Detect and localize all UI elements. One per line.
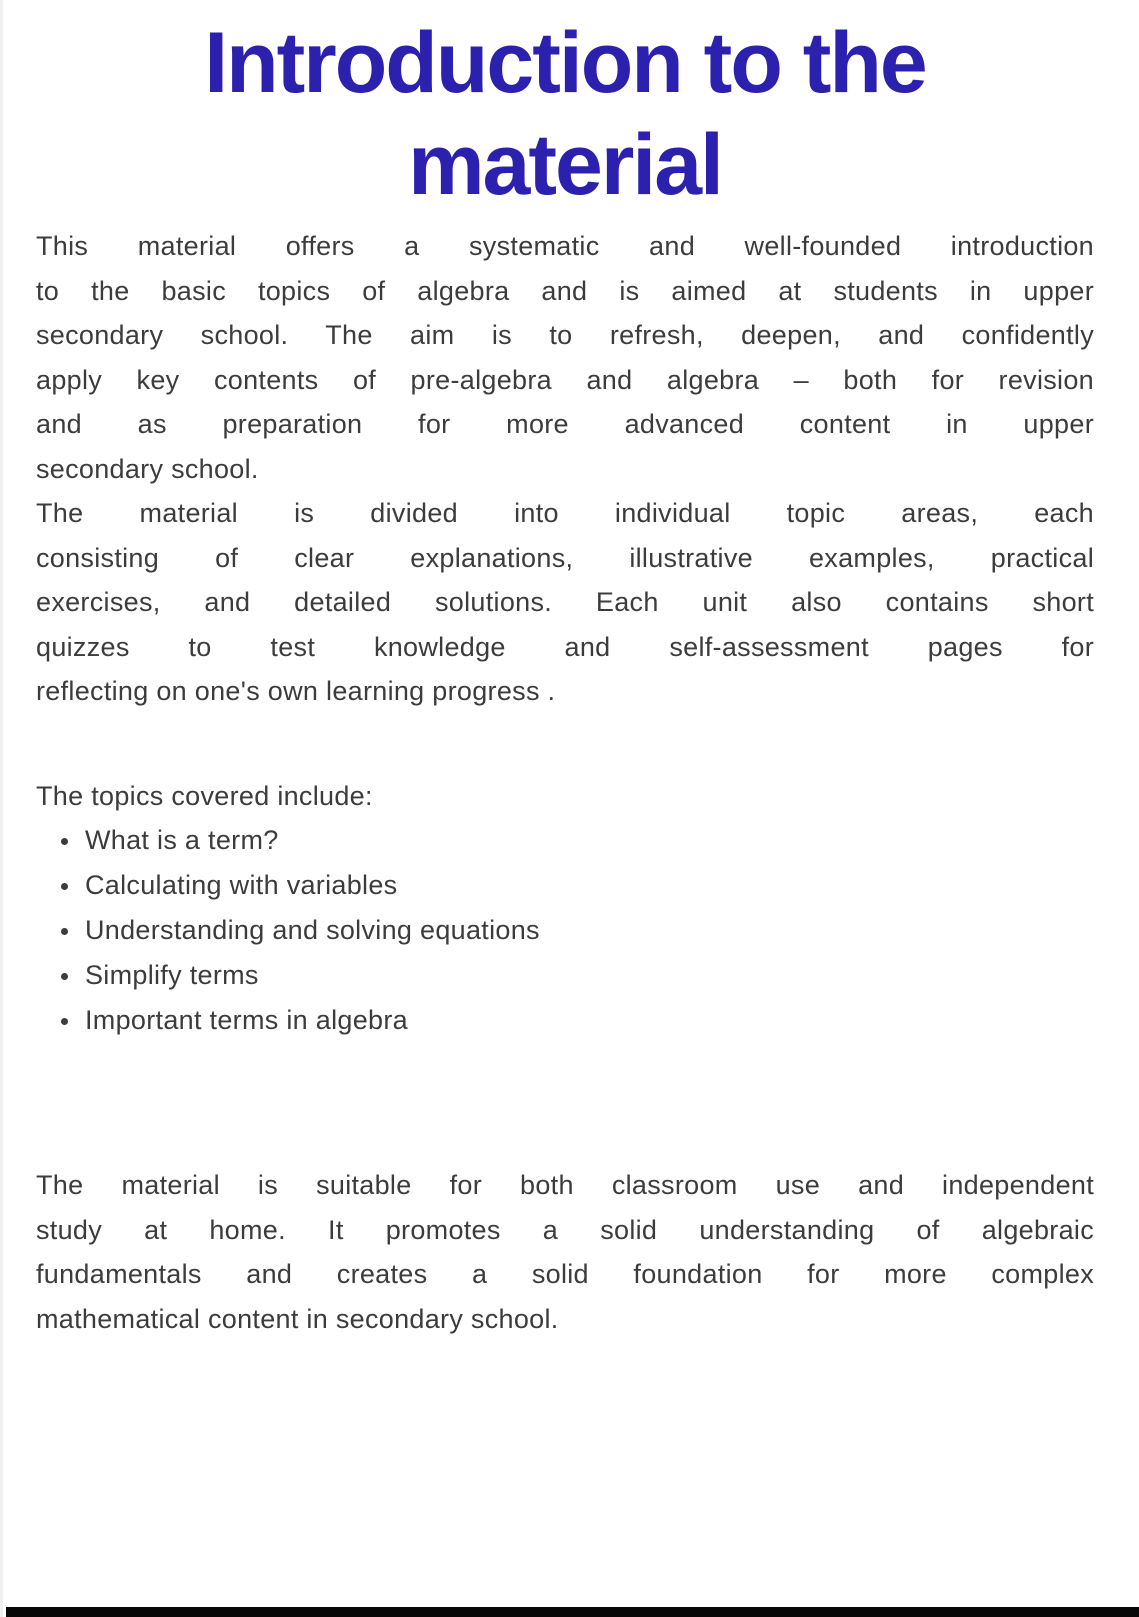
list-item: [36, 998, 1094, 1043]
page-content: [3, 12, 1139, 1341]
list-item: [36, 818, 1094, 863]
topic-label: Important terms in algebra: [85, 1005, 408, 1035]
list-item: [36, 908, 1094, 953]
paragraph-line: secondary school.: [36, 453, 259, 484]
paragraph-line: The material is divided into individual topic areas, each: [36, 498, 1094, 528]
topic-label: Calculating with variables: [85, 870, 398, 900]
paragraph-line: mathematical content in secondary school.: [36, 1303, 559, 1334]
list-item: [36, 863, 1094, 908]
bullet-icon: [61, 973, 68, 980]
topic-label: Understanding and solving equations: [85, 915, 540, 945]
topics-heading: The topics covered include:: [36, 780, 373, 811]
topic-label: Simplify terms: [85, 960, 259, 990]
paragraph-line: The material is suitable for both classroom use and independent: [36, 1170, 1094, 1200]
bullet-icon: [61, 883, 68, 890]
topic-label: What is a term?: [85, 825, 279, 855]
page-title: [36, 12, 1094, 216]
bullet-icon: [61, 838, 68, 845]
paragraph-line: exercises, and detailed solutions. Each unit also contains short: [36, 587, 1094, 617]
page-title-line-2: material: [408, 117, 722, 213]
bullet-icon: [61, 928, 68, 935]
list-item: [36, 953, 1094, 998]
paragraph-line: secondary school. The aim is to refresh, deepen, and confidently: [36, 320, 1094, 350]
paragraph-line: consisting of clear explanations, illustrative examples, practical: [36, 542, 1094, 573]
paragraph-line: apply key contents of pre-algebra and algebra – both for revision: [36, 364, 1094, 395]
page-title-line-1: Introduction to the: [204, 15, 926, 111]
intro-paragraph: [36, 224, 1094, 491]
topics-list: [36, 818, 1094, 1043]
paragraph-line: fundamentals and creates a solid foundation for more complex: [36, 1259, 1094, 1289]
paragraph-line: study at home. It promotes a solid understanding of algebraic: [36, 1214, 1094, 1245]
paragraph-line: reflecting on one's own learning progress .: [36, 676, 556, 706]
paragraph-line: quizzes to test knowledge and self-assessment pages for: [36, 631, 1094, 662]
paragraph-line: and as preparation for more advanced content in upper: [36, 409, 1094, 439]
closing-paragraph: [36, 1163, 1094, 1341]
paragraph-line: This material offers a systematic and well-founded introduction: [36, 231, 1094, 261]
paragraph-line: to the basic topics of algebra and is aimed at students in upper: [36, 275, 1094, 306]
bullet-icon: [61, 1018, 68, 1025]
bottom-bar: [6, 1607, 1139, 1617]
structure-paragraph: [36, 491, 1094, 714]
